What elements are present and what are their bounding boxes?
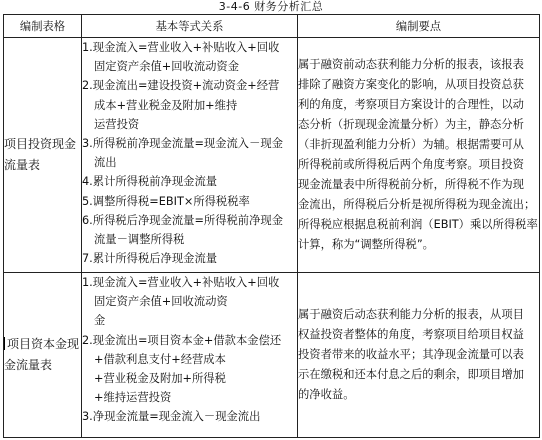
- key-point-line: 态分析（折现现金流量分析）为主，静态分析: [298, 118, 524, 131]
- text-cursor: [4, 337, 6, 350]
- equation-line: 3.净现金流量=现金流入－现金流出: [82, 410, 261, 424]
- equation-line: 金: [94, 314, 106, 328]
- table-name-line: 流量表: [4, 158, 41, 172]
- equation-line: +营业税金及附加+所得税: [94, 372, 226, 386]
- row-key-points: [298, 273, 540, 438]
- row-table-name: [4, 38, 82, 273]
- key-point-line: 计算，称为“调整所得税”。: [298, 238, 434, 251]
- equation-line: +维持运营投资: [94, 391, 172, 405]
- key-point-line: 属于融资后动态获利能力分析的报表，从项目: [298, 308, 524, 321]
- equation-line: 成本+营业税金及附加+维持: [94, 98, 238, 112]
- key-point-line: 权益投资者整体的角度，考察项目给项目权益: [298, 328, 524, 341]
- financial-analysis-summary-table: [3, 14, 540, 438]
- key-point-line: 所得税应根据息税前利润（EBIT）乘以所得税率: [298, 218, 538, 231]
- equation-line: 固定资产余值+回收流动资: [94, 295, 228, 309]
- table-row: [4, 38, 540, 273]
- equation-line: +借款利息支付+经营成本: [94, 352, 226, 366]
- equation-line: 5.调整所得税=EBIT×所得税税率: [82, 194, 250, 208]
- equation-line: 固定资产余值+回收流动资金: [94, 60, 240, 74]
- row-equations: [82, 38, 298, 273]
- header-table-name: 编制表格: [4, 15, 82, 38]
- row-equations: [82, 273, 298, 438]
- key-point-line: 的净收益。: [298, 388, 355, 401]
- table-name-line: 金流量表: [4, 358, 53, 372]
- equation-line: 1.现金流入=营业收入+补贴收入+回收: [82, 276, 280, 289]
- key-point-line: 示在缴税和还本付息之后的剩余，即项目增加: [298, 368, 524, 381]
- key-point-line: 现金流量表中所得税前分析，所得税不作为现: [298, 178, 524, 191]
- equation-line: 运营投资: [94, 117, 140, 131]
- row-key-points: [298, 38, 540, 273]
- key-point-line: （非折现盈利能力分析）为辅。根据需要可从: [298, 138, 524, 151]
- header-key-points: 编制要点: [298, 15, 540, 38]
- key-point-line: 金流出，所得税后分析是视所得税为现金流出；: [298, 198, 536, 211]
- key-point-line: 所得税前或所得税后两个角度考察。项目投资: [298, 158, 524, 171]
- equation-line: 4.累计所得税前净现金流量: [82, 175, 218, 189]
- key-point-line: 投资者带来的收益水平；其净现金流量可以表: [298, 348, 524, 361]
- table-caption: 3-4-6 财务分析汇总: [218, 0, 324, 13]
- table-name-line: 项目投资现金: [4, 137, 77, 151]
- header-equations: 基本等式关系: [82, 15, 298, 38]
- key-point-line: 利的角度，考察项目方案设计的合理性，以动: [298, 98, 524, 111]
- equation-line: 3.所得税前净现金流量=现金流入－现金: [82, 137, 283, 151]
- equation-line: 6.所得税后净现金流量=所得税前净现金: [82, 213, 283, 227]
- key-point-line: 属于融资前动态获利能力分析的报表，该报表: [298, 58, 524, 71]
- table-row: [4, 273, 540, 438]
- equation-line: 1.现金流入=营业收入+补贴收入+回收: [82, 41, 280, 54]
- equation-line: 流量－调整所得税: [94, 233, 185, 247]
- equation-line: 2.现金流出=项目资本金+借款本金偿还: [82, 333, 282, 347]
- key-point-line: 排除了融资方案变化的影响，从项目投资总获: [298, 78, 524, 91]
- row-table-name: [4, 273, 82, 438]
- equation-line: 流出: [94, 156, 117, 170]
- table-name-line: 项目资本金现: [7, 337, 80, 351]
- table-header-row: [4, 15, 540, 38]
- equation-line: 2.现金流出=建设投资+流动资金+经营: [82, 79, 280, 93]
- equation-line: 7.累计所得税后净现金流量: [82, 252, 218, 266]
